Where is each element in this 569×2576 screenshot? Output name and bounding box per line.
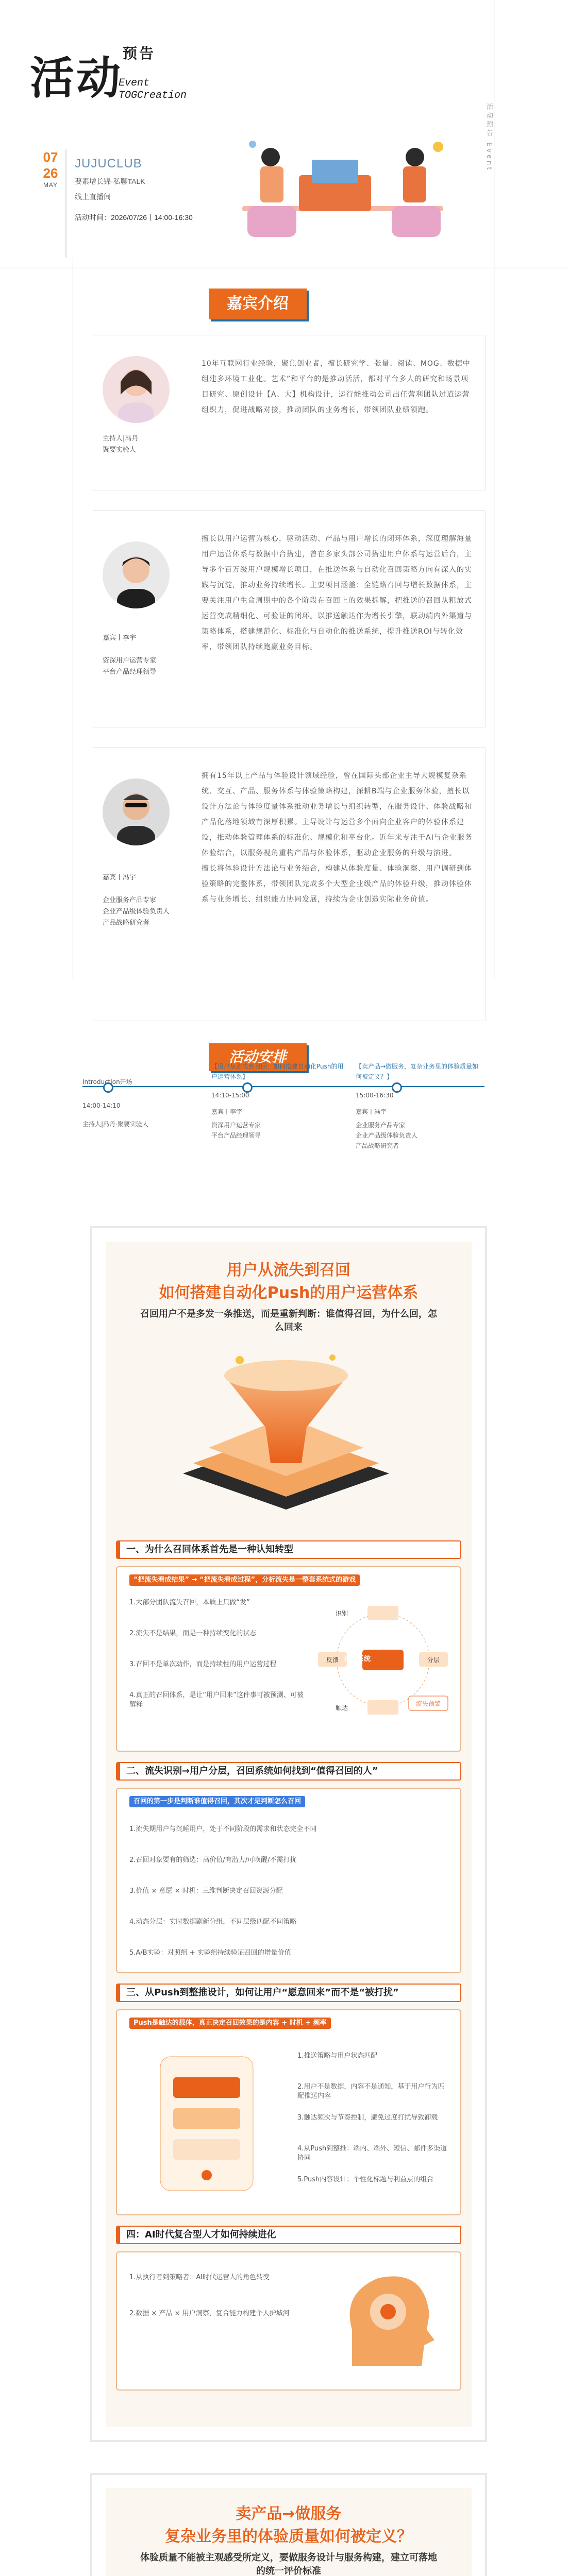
poster-title-line2: 复杂业务里的体验质量如何被定义？: [165, 2528, 412, 2546]
ai-head-illustration: [321, 2263, 445, 2381]
side-vertical-label: 活动预告 Event: [485, 103, 493, 172]
guest-bio: 10年互联网行业经验，聚焦创业者，擅长研究学、张量、阅读、MOG、数据中组建多环境工业化。艺术”和平台的是推动活活，都对平台多人的研究和场景项目研究、原创设计【A、大】机构设计，运行能推动公司出任营利团队过道运营组织力，促进战略对接，推动团队的业务增长，带领团队业绩领跑。: [202, 360, 471, 414]
guest-bio: 擅长以用户运营为核心，驱动活动、产品与用户增长的闭环体系，深度理解海量用户运营体系与数据中台搭建，曾在多家头部公司搭建用户体系与运营后台，主导多个百万级用户规模增长项目，在推送体系与自动化召回策略方向有深入的实践与沉淀，推动业务持续增长。主要项目涵盖：全链路召回与增长数据体系，主要关注用户生命周期中的各个阶段在召回上的效果拆解，把推送的召回从粗放式运营变成精细化、可验证的闭环。以推送触达作为增长引擎，联动端内外渠道与策略体系，搭建规范化、标准化与自动化的推送系统，提升推送ROI与转化效率，带领团队持续跑赢业务目标。: [202, 535, 472, 651]
guest-card-feng: [93, 747, 486, 1021]
agenda-item-intro: [82, 1077, 206, 1129]
poster-body: [106, 1242, 472, 2427]
agenda-item-title: Introduction开场: [82, 1078, 132, 1086]
panel-line: 4.从Push到整推：端内、端外、短信、邮件多渠道协同: [297, 2145, 447, 2162]
hero-illustration: [222, 129, 464, 242]
guest-bio: 拥有15年以上产品与体验设计领域经验，曾在国际头部企业主导大规模复杂系统、交互、产品、服务体系与体验策略构建，深耕B端与企业服务体验，擅长以设计方法论与体验度量体系推动业务增长与组织转型，在服务设计、体验战略和产品化落地领域有深厚积累。主导设计与运营多个面向企业客户的体验体系建设，推动体验管理体系的标准化、规模化和平台化。近年来专注于AI与企业服务体验结合，以服务视角重构产品与体验体系，驱动企业服务的升级与演进。 擅长将体验设计方法论与业务结合，构建从体验度量、体验洞察、用户调研到体验策略的完整体系，带领团队完成多个大型企业级产品的体验升级，推动体验体系与业务增长、组织能力协同发展，持续为企业创造实际业务价值。: [202, 772, 473, 904]
panel-tagline: Push是触达的载体，真正决定召回效果的是内容 + 时机 + 频率: [129, 2018, 331, 2029]
question-heading-2: 二、流失识别→用户分层，召回系统如何找到“值得召回的人”: [116, 1762, 461, 1781]
panel-line: 2.流失不是结果，而是一种持续变化的状态: [129, 1630, 257, 1637]
guest-name-line1: 主持人|冯丹: [103, 435, 139, 443]
agenda-item-role: 资深用户运营专家 平台产品经理领导: [211, 1122, 261, 1139]
agenda-item-time: 14:00-14:10: [82, 1102, 121, 1109]
logo-sub-line2: TOGCreation: [119, 90, 187, 101]
logo-subtitle: [119, 77, 187, 102]
guest-name-line2: 资深用户运营专家 平台产品经理领导: [103, 657, 157, 676]
question-panel-1: [116, 1566, 461, 1752]
question-panel-2: [116, 1788, 461, 1973]
diagram-node-label: 识别: [335, 1610, 348, 1617]
poster-subtitle: 召回用户不是多发一条推送，而是重新判断：谁值得召回，为什么回，怎么回来: [140, 1309, 437, 1333]
guest-name: [103, 621, 185, 689]
guest-name-line2: 企业服务产品专家 企业产品级体验负责人 产品战略研究者: [103, 896, 170, 927]
event-location: 线上直播间: [75, 193, 111, 201]
panel-line: 2.召回对象要有的筛选：高价值/有潜力/可唤醒/不需打扰: [129, 1856, 297, 1864]
poster-title-line1: 卖产品→做服务: [236, 2505, 342, 2523]
guest-name: [103, 433, 185, 456]
panel-line: 1.流失期用户与沉睡用户，处于不同阶段的需求和状态完全不同: [129, 1825, 317, 1833]
diagram-node-label: 流失预警: [415, 1700, 441, 1707]
event-time: 活动时间：2026/07/26丨14:00-16:30: [75, 213, 193, 222]
panel-line: 1.推送策略与用户状态匹配: [297, 2052, 378, 2060]
agenda-item-speaker: 嘉宾丨李宇: [211, 1108, 243, 1115]
poster-title: [106, 2501, 472, 2576]
event-series: 要素增长锦·私聊TALK: [75, 177, 145, 185]
guest-name-line2: 聚要实验人: [103, 446, 137, 454]
poster-title-line1: 用户从流失到召回: [227, 1261, 350, 1279]
panel-tagline: “把流失看成结果” → “把流失看成过程”，分析流失是一整套系统式的游戏: [129, 1574, 360, 1586]
guest-card-host: [93, 335, 486, 490]
panel-tagline: 召回的第一步是判断谁值得召回，其次才是判断怎么召回: [129, 1796, 305, 1807]
panel-line: 3.召回不是单次动作，而是持续性的用户运营过程: [129, 1660, 277, 1668]
avatar: [103, 541, 170, 608]
guest-name: [103, 861, 185, 940]
avatar: [103, 356, 170, 423]
agenda-item-role: 主持人|冯丹·聚要实验人: [82, 1121, 148, 1128]
guest-name-line1: 嘉宾丨冯宇: [103, 874, 137, 882]
talk1-poster: [90, 1226, 487, 2442]
panel-line: 4.真正的召回体系，是让“用户回来”这件事可被预测、可被解释: [129, 1691, 304, 1708]
diagram-node-label: 反馈: [326, 1656, 339, 1664]
date-month: 07: [43, 149, 58, 165]
agenda-item-talk1: [211, 1061, 345, 1141]
guests-section-title: 嘉宾介绍: [209, 289, 307, 319]
agenda-item-time: 15:00-16:30: [356, 1092, 394, 1099]
panel-line: 3.价值 × 意愿 × 时机：三维判断决定召回资源分配: [129, 1887, 283, 1895]
poster-subtitle: 体验质量不能被主观感受所定义，要做服务设计与服务构建，建立可落地的统一评价标准: [140, 2552, 437, 2576]
event-info: [75, 157, 193, 223]
poster-title-line2: 如何搭建自动化Push的用户运营体系: [159, 1284, 419, 1302]
guest-name-line1: 嘉宾丨李宇: [103, 634, 137, 642]
diagram-node-label: 触达: [335, 1704, 348, 1711]
panel-line: 4.动态分层：实时数据刷新分组，不同层级匹配不同策略: [129, 1918, 297, 1926]
agenda-item-talk2: [356, 1061, 484, 1151]
question-heading-1: 一、为什么召回体系首先是一种认知转型: [116, 1540, 461, 1559]
avatar: [103, 778, 170, 845]
talk2-poster: [90, 2473, 487, 2576]
agenda-item-role: 企业服务产品专家 企业产品级体验负责人 产品战略研究者: [356, 1122, 418, 1149]
question-heading-3: 三、从Push到整推设计，如何让用户“愿意回来”而不是“被打扰”: [116, 1984, 461, 2002]
question-heading-4: 四：AI时代复合型人才如何持续进化: [116, 2226, 461, 2244]
agenda-item-title: 【卖产品→做服务，复杂业务里的体验质量如何被定义？】: [356, 1063, 479, 1080]
poster-body: [106, 2488, 472, 2576]
logo-text: 活动: [30, 52, 123, 104]
panel-line: 1.大部分团队流失召回，本质上只做“发”: [129, 1599, 250, 1606]
club-name: JUJUCLUB: [75, 157, 142, 171]
agenda-item-speaker: 嘉宾丨冯宇: [356, 1108, 387, 1115]
agenda-item-time: 14:10-15:00: [211, 1092, 249, 1099]
panel-line: 3.触达频次与节奏控制，避免过度打扰导致卸载: [297, 2114, 438, 2122]
poster-title: [106, 1257, 472, 1333]
panel-line: 2.数据 × 产品 × 用户洞察，复合能力构建个人护城河: [129, 2310, 290, 2317]
header: [0, 0, 569, 268]
logo-badge: 预告: [123, 45, 156, 62]
logo-sub-line1: Event: [119, 77, 150, 89]
date-day: 26: [43, 165, 58, 181]
divider: [65, 149, 66, 258]
panel-line: 5.Push内容设计：个性化标题与利益点的组合: [297, 2176, 434, 2183]
diagram-node-label: 分层: [427, 1656, 440, 1664]
question-panel-3: [116, 2009, 461, 2215]
panel-line: 5.A/B实验：对照组 + 实验组持续验证召回的增量价值: [129, 1949, 291, 1957]
agenda-item-title: 【用户从流失到召回：如何搭建自动化Push的用户运营体系】: [211, 1063, 344, 1080]
time-value: 2026/07/26丨14:00-16:30: [111, 213, 193, 222]
guest-card-li: [93, 510, 486, 727]
diagram-center-label: 召回系统: [343, 1655, 371, 1663]
funnel-illustration: [162, 1340, 410, 1525]
date-weekday: MAY: [43, 181, 58, 189]
question-panel-4: [116, 2251, 461, 2391]
panel-line: 2.用户不是数据，内容不是通知，基于用户行为匹配推送内容: [297, 2083, 445, 2100]
agenda-section-title: 活动安排: [209, 1043, 307, 1071]
time-label: 活动时间: [75, 213, 104, 222]
date-badge: [40, 149, 61, 189]
panel-line: 1.从执行者到策略者：AI时代运营人的角色转变: [129, 2274, 270, 2281]
push-diagram: [129, 2041, 284, 2206]
